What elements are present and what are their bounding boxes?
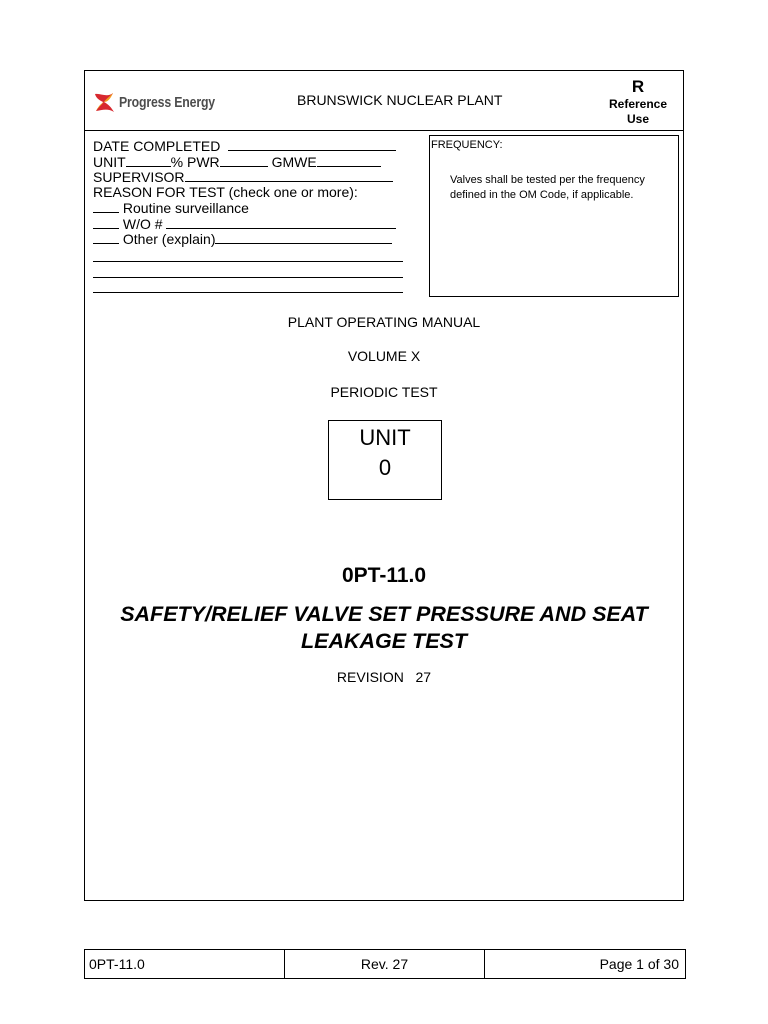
test-completion-form bbox=[93, 138, 403, 293]
frequency-label: FREQUENCY: bbox=[431, 139, 503, 151]
date-completed-row bbox=[93, 138, 403, 154]
routine-option-row bbox=[93, 200, 403, 216]
document-page bbox=[84, 70, 684, 901]
explain-line[interactable] bbox=[93, 278, 403, 294]
gmwe-label: GMWE bbox=[271, 153, 317, 170]
reason-row bbox=[93, 185, 403, 201]
gmwe-field[interactable] bbox=[317, 154, 381, 167]
footer-page-number: Page 1 of 30 bbox=[599, 956, 679, 972]
other-explain-field[interactable] bbox=[215, 231, 392, 244]
progress-energy-swoosh-icon bbox=[93, 91, 115, 113]
revision-label: REVISION 27 bbox=[336, 669, 432, 685]
footer-revision: Rev. 27 bbox=[285, 950, 485, 978]
procedure-number: 0PT-11.0 bbox=[341, 564, 427, 587]
use-letter: R bbox=[631, 77, 645, 96]
unit-field[interactable] bbox=[126, 154, 171, 167]
plant-name: BRUNSWICK NUCLEAR PLANT bbox=[297, 92, 503, 108]
other-label: Other (explain) bbox=[122, 231, 216, 247]
supervisor-label: SUPERVISOR bbox=[93, 169, 185, 185]
unit-box bbox=[328, 420, 442, 500]
other-checkbox[interactable] bbox=[93, 231, 119, 244]
procedure-title-line-1: SAFETY/RELIEF VALVE SET PRESSURE AND SEAT bbox=[120, 602, 648, 626]
pwr-field[interactable] bbox=[220, 154, 268, 167]
unit-power-row bbox=[93, 154, 403, 170]
pwr-label: % PWR bbox=[170, 153, 220, 170]
explain-line[interactable] bbox=[93, 262, 403, 278]
logo-wordmark: Progress Energy bbox=[119, 93, 215, 111]
use-line-2: Use bbox=[626, 112, 649, 126]
page-footer bbox=[84, 949, 686, 979]
frequency-box bbox=[429, 135, 679, 297]
explain-line[interactable] bbox=[93, 247, 403, 263]
footer-doc-id: 0PT-11.0 bbox=[85, 950, 285, 978]
unit-label: UNIT bbox=[93, 153, 126, 170]
use-category bbox=[593, 77, 683, 127]
volume-label: VOLUME X bbox=[347, 348, 421, 364]
progress-energy-logo bbox=[93, 91, 236, 113]
unit-box-label: UNIT bbox=[359, 425, 411, 450]
procedure-title bbox=[85, 601, 683, 655]
supervisor-field[interactable] bbox=[185, 169, 393, 182]
date-completed-label: DATE COMPLETED bbox=[93, 138, 221, 154]
reason-label: REASON FOR TEST (check one or more): bbox=[93, 183, 358, 200]
wo-number-field[interactable] bbox=[166, 216, 396, 229]
supervisor-row bbox=[93, 169, 403, 185]
wo-option-row bbox=[93, 216, 403, 232]
other-option-row bbox=[93, 231, 403, 247]
use-line-1: Reference bbox=[608, 97, 668, 111]
date-completed-field[interactable] bbox=[228, 138, 396, 151]
unit-box-value: 0 bbox=[378, 455, 392, 480]
frequency-text: Valves shall be tested per the frequency defined in the OM Code, if applicable. bbox=[450, 174, 645, 201]
document-header bbox=[85, 71, 683, 131]
wo-label: W/O # bbox=[122, 215, 163, 232]
wo-checkbox[interactable] bbox=[93, 216, 119, 229]
procedure-title-line-2: LEAKAGE TEST bbox=[300, 629, 468, 653]
test-type-label: PERIODIC TEST bbox=[330, 384, 438, 400]
routine-checkbox[interactable] bbox=[93, 200, 119, 213]
manual-title: PLANT OPERATING MANUAL bbox=[287, 314, 481, 330]
routine-label: Routine surveillance bbox=[122, 200, 249, 216]
